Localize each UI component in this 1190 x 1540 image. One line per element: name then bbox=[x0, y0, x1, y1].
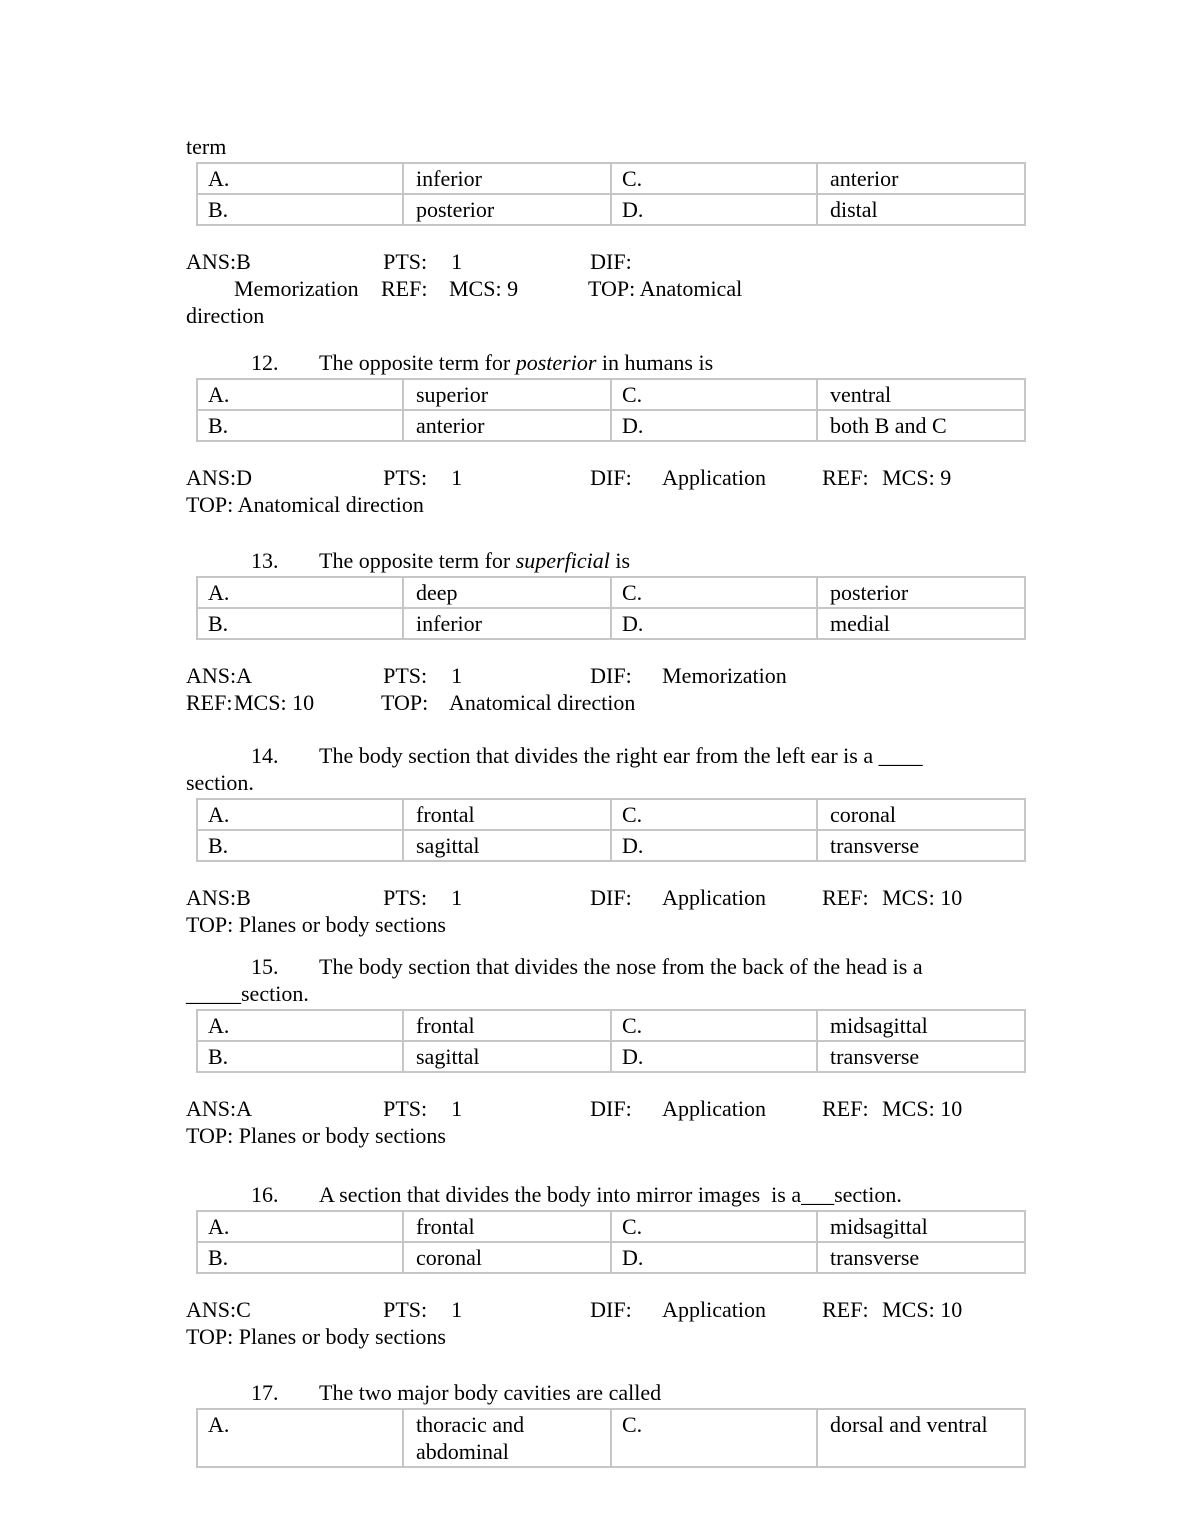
question-number: 13. bbox=[251, 548, 279, 573]
question-line bbox=[186, 547, 1016, 574]
option-text: superior bbox=[403, 379, 611, 410]
meta-field: TOP: Anatomical direction bbox=[186, 492, 424, 517]
option-letter: B. bbox=[197, 194, 403, 225]
option-letter: D. bbox=[611, 830, 817, 861]
option-text: medial bbox=[817, 608, 1025, 639]
meta-field: MCS: 10 bbox=[882, 1297, 963, 1322]
meta-field: 1 bbox=[451, 1297, 463, 1322]
meta-field: C bbox=[236, 1297, 251, 1322]
meta-field: REF: bbox=[822, 465, 869, 490]
options-row bbox=[197, 1409, 1025, 1467]
answer-meta-line bbox=[186, 911, 1016, 938]
option-letter: D. bbox=[611, 608, 817, 639]
meta-field: REF: bbox=[822, 1297, 869, 1322]
option-text: anterior bbox=[403, 410, 611, 441]
meta-field: direction bbox=[186, 303, 265, 328]
options-table bbox=[196, 162, 1026, 226]
question-text-italic: superficial bbox=[515, 548, 610, 573]
options-table bbox=[196, 1210, 1026, 1274]
answer-meta bbox=[186, 1095, 1016, 1149]
answer-meta-line bbox=[186, 1296, 1016, 1323]
question-text-italic: posterior bbox=[515, 350, 597, 375]
spacer bbox=[186, 226, 1016, 248]
question-line bbox=[186, 1181, 1016, 1208]
option-letter: D. bbox=[611, 410, 817, 441]
question-lines bbox=[186, 547, 1016, 574]
meta-field: MCS: 10 bbox=[882, 885, 963, 910]
options-row bbox=[197, 194, 1025, 225]
option-letter: B. bbox=[197, 830, 403, 861]
answer-meta bbox=[186, 464, 1016, 518]
option-letter: B. bbox=[197, 608, 403, 639]
meta-field: ANS: bbox=[186, 465, 237, 490]
meta-field: ANS: bbox=[186, 249, 237, 274]
answer-meta-line bbox=[186, 1095, 1016, 1122]
question-lines bbox=[186, 953, 1016, 1007]
options-row bbox=[197, 608, 1025, 639]
option-letter: B. bbox=[197, 410, 403, 441]
option-letter: A. bbox=[197, 379, 403, 410]
meta-field: D bbox=[236, 465, 253, 490]
meta-field: Memorization bbox=[662, 663, 787, 688]
option-letter: A. bbox=[197, 799, 403, 830]
option-letter: D. bbox=[611, 1242, 817, 1273]
meta-field: Application bbox=[662, 1096, 766, 1121]
answer-meta-line bbox=[186, 464, 1016, 491]
question-text: section. bbox=[186, 770, 254, 795]
question-text: The opposite term for bbox=[319, 350, 516, 375]
option-letter: D. bbox=[611, 1041, 817, 1072]
answer-meta-line bbox=[234, 275, 1016, 302]
answer-meta-line bbox=[186, 1122, 1016, 1149]
question-line bbox=[186, 769, 1016, 796]
meta-field: REF: bbox=[822, 885, 869, 910]
option-text: transverse bbox=[817, 830, 1025, 861]
options-table bbox=[196, 1009, 1026, 1073]
option-letter: A. bbox=[197, 577, 403, 608]
spacer bbox=[186, 1468, 1016, 1490]
meta-field: DIF: bbox=[590, 885, 632, 910]
meta-field: DIF: bbox=[590, 1096, 632, 1121]
meta-field: PTS: bbox=[383, 249, 428, 274]
meta-field: MCS: 10 bbox=[234, 690, 315, 715]
option-letter: A. bbox=[197, 1409, 403, 1467]
option-text: transverse bbox=[817, 1041, 1025, 1072]
option-letter: C. bbox=[611, 577, 817, 608]
options-row bbox=[197, 577, 1025, 608]
option-text: both B and C bbox=[817, 410, 1025, 441]
option-text: ventral bbox=[817, 379, 1025, 410]
meta-field: TOP: Planes or body sections bbox=[186, 912, 446, 937]
answer-meta-line bbox=[186, 1323, 1016, 1350]
question-number: 12. bbox=[251, 350, 279, 375]
meta-field: Application bbox=[662, 1297, 766, 1322]
question-line bbox=[186, 953, 1016, 980]
question-text: _____section. bbox=[186, 981, 309, 1006]
spacer bbox=[186, 862, 1016, 884]
meta-field: PTS: bbox=[383, 663, 428, 688]
answer-meta-line bbox=[186, 302, 1016, 329]
meta-field: 1 bbox=[451, 249, 463, 274]
option-letter: C. bbox=[611, 379, 817, 410]
meta-field: DIF: bbox=[590, 1297, 632, 1322]
question-continuation-text: term bbox=[186, 134, 227, 159]
option-text: midsagittal bbox=[817, 1010, 1025, 1041]
meta-field: B bbox=[236, 249, 251, 274]
option-text: frontal bbox=[403, 1211, 611, 1242]
question-lines bbox=[186, 349, 1016, 376]
question-text: The body section that divides the nose from the back of the head is a bbox=[319, 954, 923, 979]
option-letter: A. bbox=[197, 1211, 403, 1242]
question-lines bbox=[186, 1379, 1016, 1406]
option-letter: C. bbox=[611, 1409, 817, 1467]
question-number: 16. bbox=[251, 1182, 279, 1207]
spacer bbox=[186, 442, 1016, 464]
answer-meta-line bbox=[186, 884, 1016, 911]
options-table bbox=[196, 798, 1026, 862]
option-text: inferior bbox=[403, 163, 611, 194]
meta-field: PTS: bbox=[383, 1096, 428, 1121]
answer-meta bbox=[186, 1296, 1016, 1350]
option-text: transverse bbox=[817, 1242, 1025, 1273]
meta-field: Application bbox=[662, 465, 766, 490]
options-table bbox=[196, 1408, 1026, 1468]
option-letter: C. bbox=[611, 799, 817, 830]
option-letter: B. bbox=[197, 1242, 403, 1273]
meta-field: 1 bbox=[451, 885, 463, 910]
question-block bbox=[186, 1181, 1016, 1350]
meta-field: REF: bbox=[186, 690, 233, 715]
option-text: frontal bbox=[403, 1010, 611, 1041]
meta-field: MCS: 9 bbox=[882, 465, 952, 490]
question-block bbox=[186, 742, 1016, 938]
meta-field: DIF: bbox=[590, 465, 632, 490]
answer-meta bbox=[186, 662, 1016, 716]
option-text: coronal bbox=[817, 799, 1025, 830]
spacer bbox=[186, 1073, 1016, 1095]
spacer bbox=[186, 640, 1016, 662]
question-lines bbox=[186, 1181, 1016, 1208]
question-lines bbox=[186, 742, 1016, 796]
options-row bbox=[197, 410, 1025, 441]
answer-meta-line bbox=[186, 662, 1016, 689]
question-text: The opposite term for bbox=[319, 548, 516, 573]
option-letter: C. bbox=[611, 1211, 817, 1242]
option-text: thoracic and abdominal bbox=[403, 1409, 611, 1467]
question-line bbox=[186, 1379, 1016, 1406]
meta-field: DIF: bbox=[590, 249, 632, 274]
answer-meta-line bbox=[186, 491, 1016, 518]
options-table bbox=[196, 378, 1026, 442]
question-block bbox=[186, 953, 1016, 1149]
options-table bbox=[196, 576, 1026, 640]
meta-field: PTS: bbox=[383, 1297, 428, 1322]
meta-field: MCS: 10 bbox=[882, 1096, 963, 1121]
option-letter: B. bbox=[197, 1041, 403, 1072]
meta-field: A bbox=[236, 1096, 253, 1121]
answer-meta-line bbox=[186, 689, 1016, 716]
question-line bbox=[186, 742, 1016, 769]
meta-field: 1 bbox=[451, 1096, 463, 1121]
option-text: dorsal and ventral bbox=[817, 1409, 1025, 1467]
meta-field: TOP: Planes or body sections bbox=[186, 1324, 446, 1349]
options-row bbox=[197, 799, 1025, 830]
option-text: midsagittal bbox=[817, 1211, 1025, 1242]
meta-field: REF: bbox=[381, 276, 428, 301]
meta-field: DIF: bbox=[590, 663, 632, 688]
question-number: 14. bbox=[251, 743, 279, 768]
options-row bbox=[197, 1010, 1025, 1041]
meta-field: ANS: bbox=[186, 1297, 237, 1322]
options-row bbox=[197, 379, 1025, 410]
option-text: inferior bbox=[403, 608, 611, 639]
question-pre-lines bbox=[186, 133, 1016, 160]
meta-field: ANS: bbox=[186, 1096, 237, 1121]
question-text: The two major body cavities are called bbox=[319, 1380, 662, 1405]
meta-field: PTS: bbox=[383, 885, 428, 910]
question-text: A section that divides the body into mirror images is a___section. bbox=[319, 1182, 902, 1207]
options-row bbox=[197, 1242, 1025, 1273]
meta-field: MCS: 9 bbox=[449, 276, 519, 301]
option-text: frontal bbox=[403, 799, 611, 830]
question-text: The body section that divides the right ear from the left ear is a ____ bbox=[319, 743, 923, 768]
question-block bbox=[186, 547, 1016, 716]
meta-field: REF: bbox=[822, 1096, 869, 1121]
spacer bbox=[186, 1274, 1016, 1296]
option-text: coronal bbox=[403, 1242, 611, 1273]
meta-field: TOP: Planes or body sections bbox=[186, 1123, 446, 1148]
option-text: anterior bbox=[817, 163, 1025, 194]
meta-field: TOP: Anatomical bbox=[588, 276, 743, 301]
option-letter: C. bbox=[611, 1010, 817, 1041]
question-number: 17. bbox=[251, 1380, 279, 1405]
option-letter: D. bbox=[611, 194, 817, 225]
meta-field: 1 bbox=[451, 663, 463, 688]
meta-field: Memorization bbox=[234, 276, 359, 301]
option-letter: A. bbox=[197, 163, 403, 194]
meta-field: ANS: bbox=[186, 885, 237, 910]
question-text: is bbox=[609, 548, 631, 573]
meta-field: Anatomical direction bbox=[449, 690, 636, 715]
option-text: sagittal bbox=[403, 830, 611, 861]
question-line bbox=[186, 349, 1016, 376]
meta-field: Application bbox=[662, 885, 766, 910]
meta-field: ANS: bbox=[186, 663, 237, 688]
meta-field: TOP: bbox=[381, 690, 429, 715]
options-row bbox=[197, 163, 1025, 194]
meta-field: PTS: bbox=[383, 465, 428, 490]
meta-field: 1 bbox=[451, 465, 463, 490]
meta-field: B bbox=[236, 885, 251, 910]
question-number: 15. bbox=[251, 954, 279, 979]
question-block bbox=[186, 133, 1016, 329]
answer-meta-line bbox=[186, 248, 1016, 275]
option-letter: A. bbox=[197, 1010, 403, 1041]
option-letter: C. bbox=[611, 163, 817, 194]
answer-meta bbox=[186, 248, 1016, 329]
option-text: posterior bbox=[403, 194, 611, 225]
meta-field: A bbox=[236, 663, 253, 688]
question-text: in humans is bbox=[596, 350, 714, 375]
options-row bbox=[197, 1041, 1025, 1072]
question-line bbox=[186, 980, 1016, 1007]
answer-meta bbox=[186, 884, 1016, 938]
options-row bbox=[197, 1211, 1025, 1242]
option-text: sagittal bbox=[403, 1041, 611, 1072]
question-block bbox=[186, 349, 1016, 518]
option-text: posterior bbox=[817, 577, 1025, 608]
option-text: distal bbox=[817, 194, 1025, 225]
option-text: deep bbox=[403, 577, 611, 608]
question-block bbox=[186, 1379, 1016, 1490]
options-row bbox=[197, 830, 1025, 861]
